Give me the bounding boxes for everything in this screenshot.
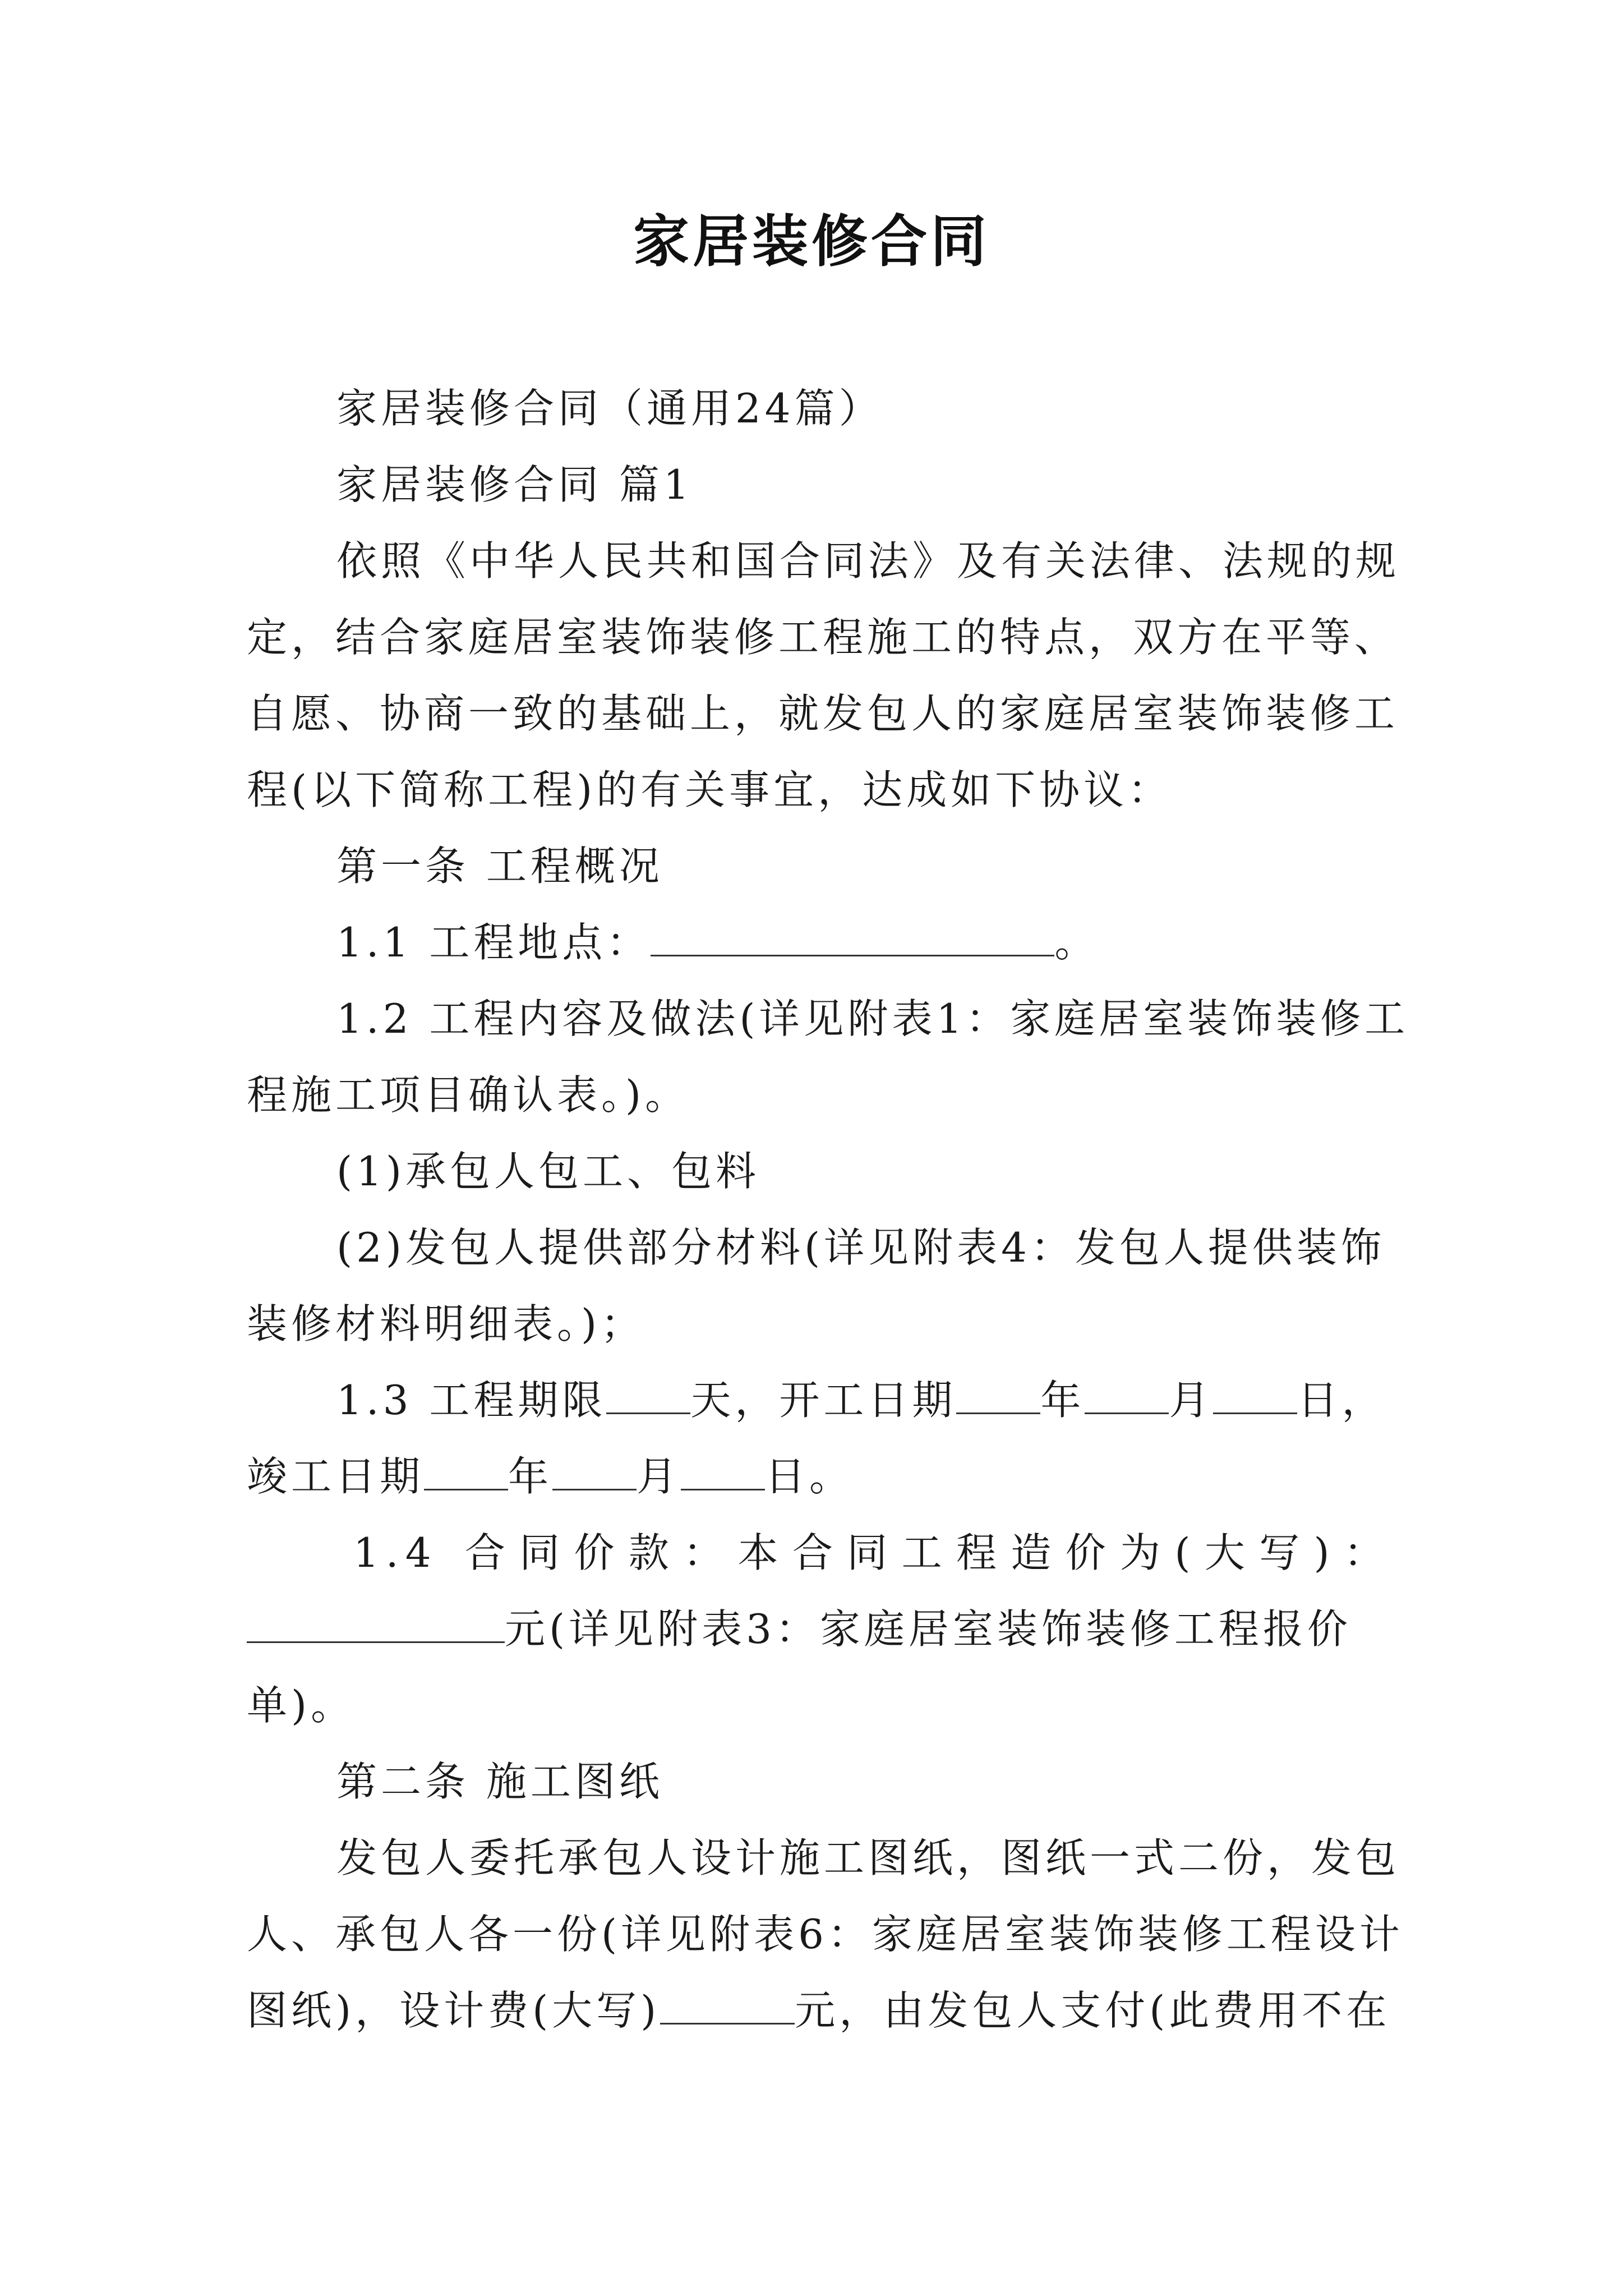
location-blank	[651, 921, 1054, 956]
month-label: 月	[1169, 1377, 1214, 1424]
completion-date-label: 竣工日期	[247, 1453, 425, 1500]
year-label: 年	[508, 1453, 553, 1500]
start-date-label: 天，开工日期	[690, 1377, 957, 1424]
day-label: 日，	[1297, 1377, 1386, 1424]
article-2-line: 发包人委托承包人设计施工图纸，图纸一式二份，发包	[336, 1834, 1400, 1881]
item-1-1-label: 1.1 工程地点：	[336, 919, 651, 966]
article-2-line3	[247, 1972, 1391, 2049]
item-1-2-line: 1.2 工程内容及做法(详见附表1：家庭居室装饰装修工	[336, 995, 1409, 1042]
section-heading: 家居装修合同 篇1	[336, 461, 693, 508]
end-month-blank	[552, 1455, 637, 1490]
document-body	[247, 370, 1409, 2049]
article-1-heading: 第一条 工程概况	[336, 843, 663, 890]
day-label: 日。	[765, 1453, 854, 1500]
article-2-heading: 第二条 施工图纸	[336, 1758, 663, 1805]
item-1-2-line: 程施工项目确认表。)。	[247, 1071, 690, 1119]
preamble-line: 定，结合家庭居室装饰装修工程施工的特点，双方在平等、	[247, 614, 1399, 661]
subtitle: 家居装修合同（通用24篇）	[336, 385, 883, 432]
item-1-1	[247, 904, 1391, 981]
article-2-line: 人、承包人各一份(详见附表6：家庭居室装饰装修工程设计	[247, 1911, 1404, 1958]
item-1-4-line1: 1.4 合同价款：本合同工程造价为(大写)：	[353, 1529, 1391, 1576]
preamble-line: 程(以下简称工程)的有关事宜，达成如下协议：	[247, 766, 1173, 813]
preamble-line: 自愿、协商一致的基础上，就发包人的家庭居室装饰装修工	[247, 690, 1399, 737]
price-note: 元(详见附表3：家庭居室装饰装修工程报价	[505, 1605, 1352, 1653]
option-2-line: (2)发包人提供部分材料(详见附表4：发包人提供装饰	[336, 1224, 1385, 1271]
start-day-blank	[1213, 1379, 1297, 1414]
end-day-blank	[681, 1455, 765, 1490]
year-label: 年	[1040, 1377, 1085, 1424]
item-1-3-line2	[247, 1438, 1391, 1515]
start-month-blank	[1085, 1379, 1169, 1414]
duration-label: 1.3 工程期限	[336, 1377, 607, 1424]
month-label: 月	[637, 1453, 681, 1500]
document-title: 家居装修合同	[633, 208, 990, 274]
design-fee-blank	[660, 1989, 795, 2024]
item-1-1-end: 。	[1054, 919, 1099, 966]
design-fee-label: 图纸)，设计费(大写)	[247, 1987, 661, 2034]
option-2-line: 装修材料明细表。)；	[247, 1300, 645, 1347]
item-1-4-line3: 单)。	[247, 1682, 356, 1729]
duration-days-blank	[606, 1379, 690, 1414]
item-1-3-line1	[247, 1362, 1391, 1438]
start-year-blank	[956, 1379, 1040, 1414]
price-blank	[247, 1608, 505, 1643]
preamble-line: 依照《中华人民共和国合同法》及有关法律、法规的规	[336, 537, 1400, 585]
item-1-4-line2	[247, 1591, 1391, 1667]
end-year-blank	[424, 1455, 508, 1490]
design-fee-note: 元，由发包人支付(此费用不在	[795, 1987, 1391, 2034]
option-1: (1)承包人包工、包料	[336, 1148, 760, 1195]
